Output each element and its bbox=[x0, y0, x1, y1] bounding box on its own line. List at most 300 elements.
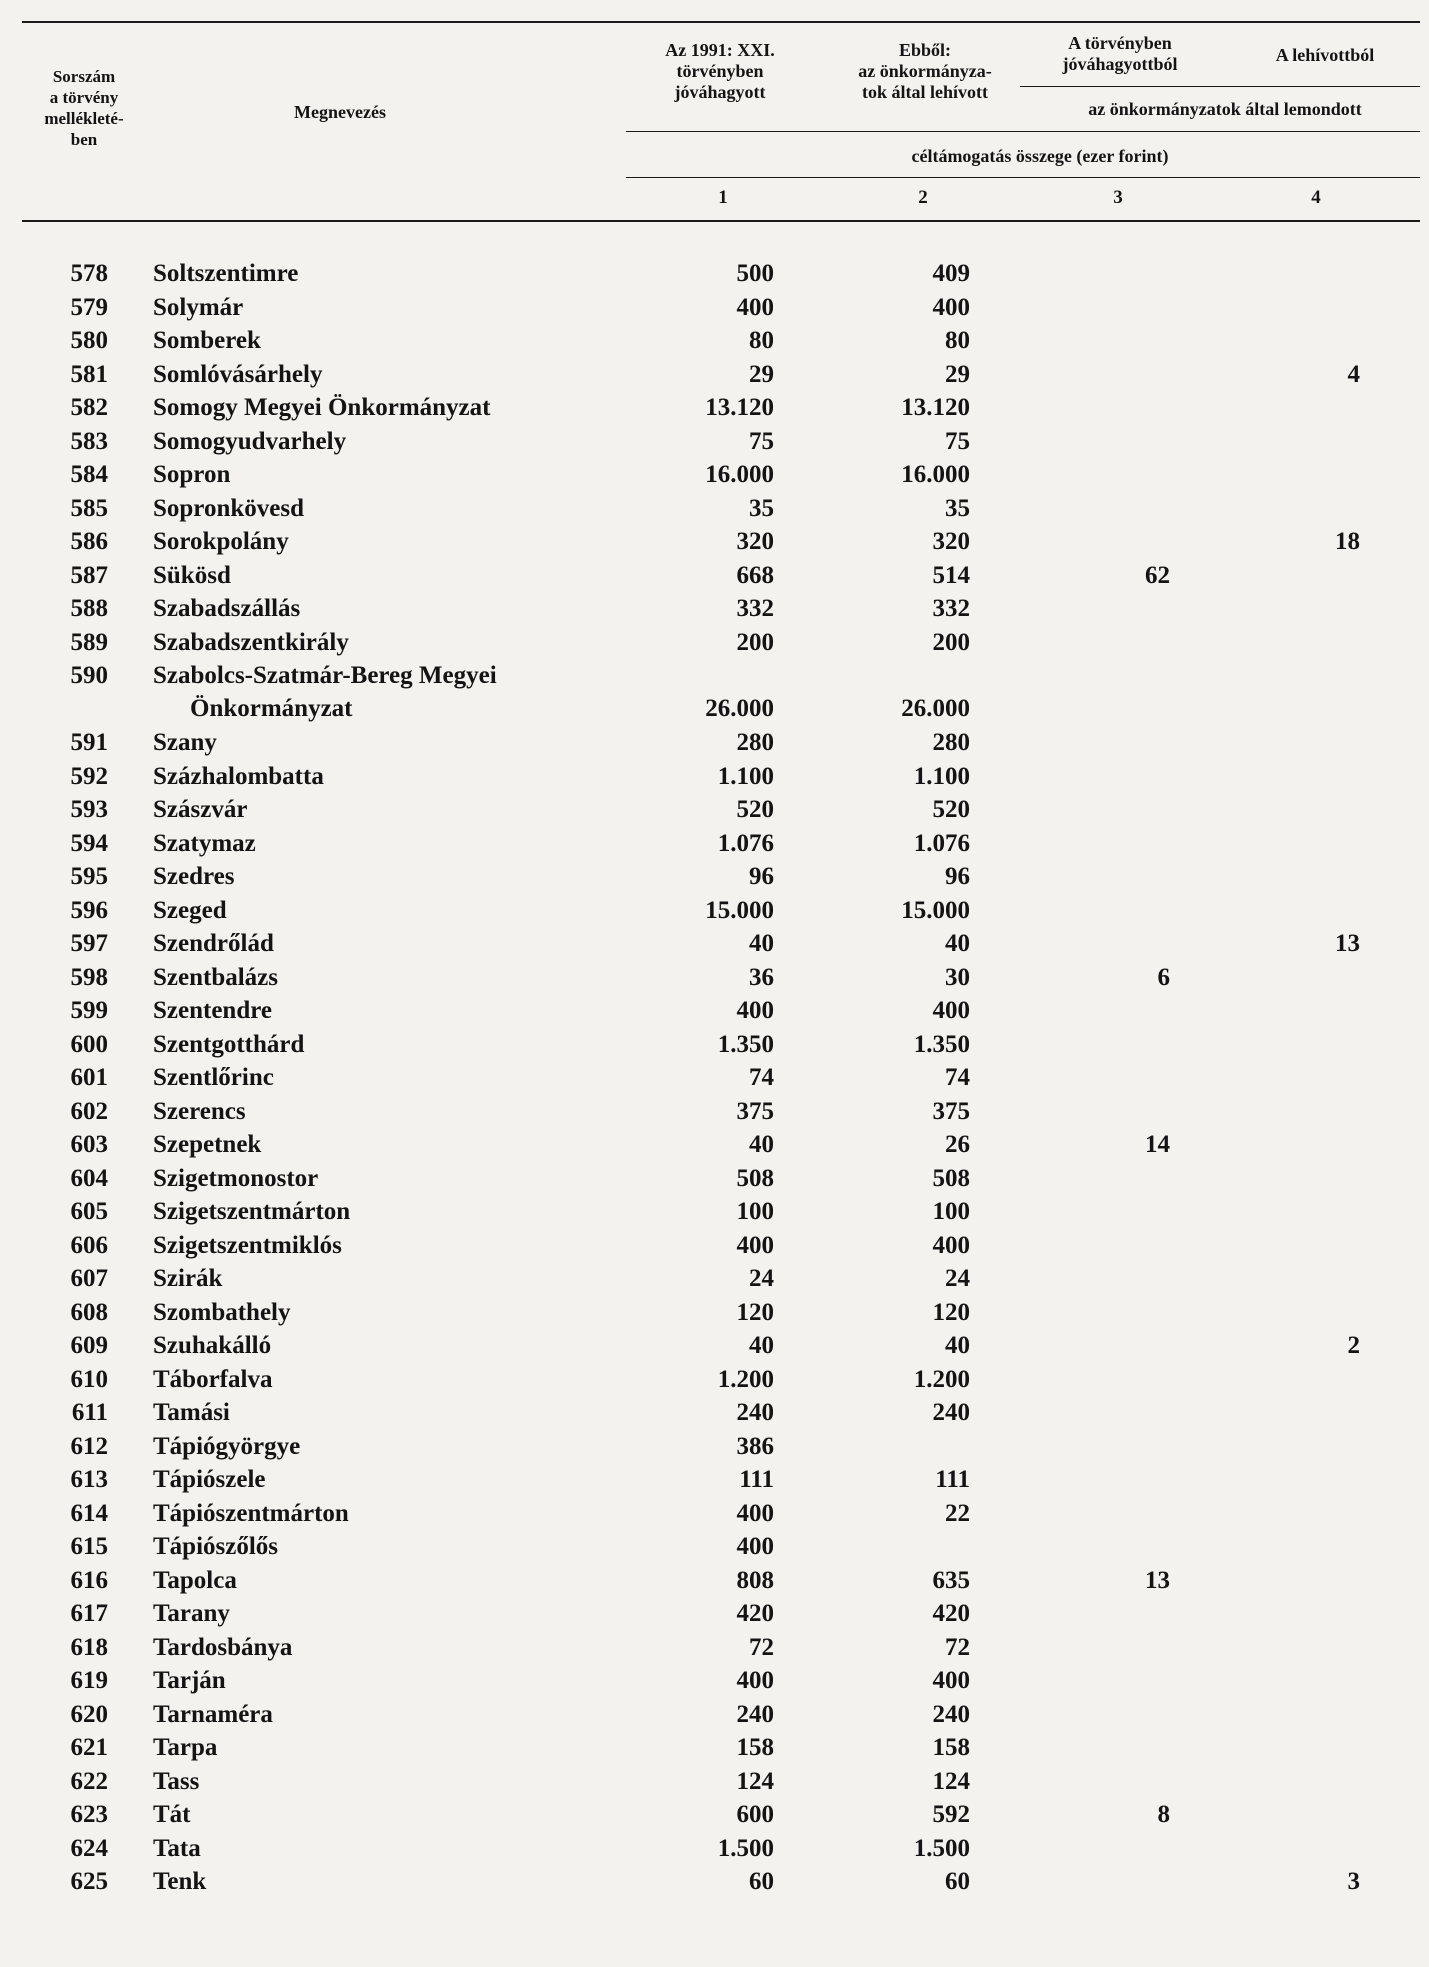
row-name-text: Tápiószele bbox=[153, 1466, 266, 1493]
table-row bbox=[0, 760, 1429, 793]
value-drawn: 26 bbox=[945, 1131, 970, 1158]
row-name-text: Szentlőrinc bbox=[153, 1064, 274, 1091]
header-sorszam-line: ben bbox=[70, 130, 98, 149]
row-name bbox=[153, 592, 300, 625]
table-row bbox=[0, 1798, 1429, 1831]
row-name bbox=[153, 1095, 246, 1128]
value-approved: 40 bbox=[749, 930, 774, 957]
colnum-1: 1 bbox=[718, 187, 728, 208]
value-drawn: 15.000 bbox=[901, 897, 970, 924]
row-name bbox=[153, 1061, 274, 1094]
row-name bbox=[153, 827, 256, 860]
value-drawn: 635 bbox=[932, 1567, 970, 1594]
value-drawn: 74 bbox=[945, 1064, 970, 1091]
value-drawn: 400 bbox=[932, 997, 970, 1024]
value-approved: 111 bbox=[739, 1466, 774, 1493]
row-name-text: Tarnaméra bbox=[153, 1701, 273, 1728]
row-name-text: Szerencs bbox=[153, 1098, 246, 1125]
value-drawn: 29 bbox=[945, 361, 970, 388]
value-approved: 36 bbox=[749, 964, 774, 991]
table-row bbox=[0, 1061, 1429, 1094]
table-row bbox=[0, 1195, 1429, 1228]
table-row bbox=[0, 1597, 1429, 1630]
value-drawn: 40 bbox=[945, 930, 970, 957]
value-approved: 240 bbox=[736, 1399, 774, 1426]
row-name-text: Szepetnek bbox=[153, 1131, 262, 1158]
table-row bbox=[0, 1832, 1429, 1865]
row-number: 594 bbox=[70, 830, 108, 857]
row-name bbox=[153, 961, 278, 994]
row-name bbox=[153, 1765, 199, 1798]
header-col1 bbox=[630, 40, 810, 103]
value-drawn: 520 bbox=[932, 796, 970, 823]
row-number: 615 bbox=[70, 1533, 108, 1560]
value-approved: 240 bbox=[736, 1701, 774, 1728]
row-name-continuation: Önkormányzat bbox=[190, 695, 353, 722]
value-approved: 280 bbox=[736, 729, 774, 756]
row-name bbox=[153, 1731, 217, 1764]
value-approved: 1.100 bbox=[717, 763, 774, 790]
table-row bbox=[0, 793, 1429, 826]
row-name bbox=[153, 1396, 230, 1429]
header-sorszam-line: mellékleté- bbox=[44, 109, 124, 128]
row-number: 622 bbox=[70, 1768, 108, 1795]
row-name-text: Százhalombatta bbox=[153, 763, 324, 790]
row-name bbox=[153, 1162, 318, 1195]
row-name bbox=[153, 1229, 342, 1262]
value-drawn: 375 bbox=[932, 1098, 970, 1125]
value-approved: 40 bbox=[749, 1332, 774, 1359]
row-name-text: Sorokpolány bbox=[153, 528, 289, 555]
value-drawn: 75 bbox=[945, 428, 970, 455]
table-row bbox=[0, 827, 1429, 860]
table-row bbox=[0, 592, 1429, 625]
value-approved: 72 bbox=[749, 1634, 774, 1661]
row-name-text: Szeged bbox=[153, 897, 227, 924]
table-row bbox=[0, 1363, 1429, 1396]
value-approved: 40 bbox=[749, 1131, 774, 1158]
row-number: 588 bbox=[70, 595, 108, 622]
row-number: 599 bbox=[70, 997, 108, 1024]
table-row bbox=[0, 1329, 1429, 1362]
row-number: 616 bbox=[70, 1567, 108, 1594]
value-drawn: 280 bbox=[932, 729, 970, 756]
row-name-text: Tápiószentmárton bbox=[153, 1500, 349, 1527]
row-name-text: Táborfalva bbox=[153, 1366, 273, 1393]
value-drawn: 24 bbox=[945, 1265, 970, 1292]
value-approved: 386 bbox=[736, 1433, 774, 1460]
value-drawn: 26.000 bbox=[901, 695, 970, 722]
row-name-text: Tass bbox=[153, 1768, 200, 1795]
table-row bbox=[0, 726, 1429, 759]
row-number: 620 bbox=[70, 1701, 108, 1728]
value-drawn: 400 bbox=[932, 294, 970, 321]
value-drawn: 1.350 bbox=[913, 1031, 970, 1058]
header-amount-label: céltámogatás összege (ezer forint) bbox=[911, 146, 1169, 166]
table-row bbox=[0, 659, 1429, 725]
row-name bbox=[153, 1698, 273, 1731]
row-name-text: Tarany bbox=[153, 1600, 230, 1627]
row-name-text: Soltszentimre bbox=[153, 260, 299, 287]
row-name bbox=[153, 291, 243, 324]
row-name-text: Szentbalázs bbox=[153, 964, 278, 991]
value-approved: 15.000 bbox=[705, 897, 774, 924]
row-name-text: Sopron bbox=[153, 461, 231, 488]
value-waived-drawn: 18 bbox=[1335, 528, 1360, 555]
value-approved: 124 bbox=[736, 1768, 774, 1795]
row-number: 580 bbox=[70, 327, 108, 354]
value-drawn: 80 bbox=[945, 327, 970, 354]
value-approved: 200 bbox=[736, 629, 774, 656]
row-name-text: Szászvár bbox=[153, 796, 248, 823]
table-row bbox=[0, 391, 1429, 424]
value-waived-approved: 8 bbox=[1157, 1801, 1170, 1828]
lemondott-rule bbox=[626, 131, 1420, 132]
value-drawn: 592 bbox=[932, 1801, 970, 1828]
table-row bbox=[0, 1530, 1429, 1563]
table-row bbox=[0, 1028, 1429, 1061]
table-row bbox=[0, 525, 1429, 558]
row-number: 600 bbox=[70, 1031, 108, 1058]
row-name-text: Szendrőlád bbox=[153, 930, 274, 957]
row-number: 592 bbox=[70, 763, 108, 790]
row-name bbox=[153, 559, 231, 592]
value-approved: 13.120 bbox=[705, 394, 774, 421]
row-name-text: Somogyudvarhely bbox=[153, 428, 347, 455]
row-number: 613 bbox=[70, 1466, 108, 1493]
value-approved: 1.350 bbox=[717, 1031, 774, 1058]
row-name-text: Tardosbánya bbox=[153, 1634, 293, 1661]
row-name bbox=[153, 1597, 230, 1630]
row-name-text: Solymár bbox=[153, 294, 244, 321]
table-row bbox=[0, 626, 1429, 659]
row-number: 593 bbox=[70, 796, 108, 823]
table-row bbox=[0, 458, 1429, 491]
header-sorszam-line: Sorszám bbox=[52, 67, 116, 86]
row-name bbox=[153, 1329, 271, 1362]
row-number: 601 bbox=[70, 1064, 108, 1091]
row-number: 595 bbox=[70, 863, 108, 890]
col4-divider-rule bbox=[1020, 86, 1420, 87]
value-approved: 24 bbox=[749, 1265, 774, 1292]
table-row bbox=[0, 1664, 1429, 1697]
header-col3 bbox=[1030, 33, 1210, 75]
value-approved: 400 bbox=[736, 1500, 774, 1527]
value-drawn: 40 bbox=[945, 1332, 970, 1359]
row-name bbox=[153, 994, 272, 1027]
header-megnevezes: Megnevezés bbox=[294, 102, 386, 122]
value-drawn: 100 bbox=[932, 1198, 970, 1225]
row-number: 605 bbox=[70, 1198, 108, 1225]
row-name-text: Szabolcs-Szatmár-Bereg Megyei bbox=[153, 662, 497, 689]
table-row bbox=[0, 1463, 1429, 1496]
value-approved: 29 bbox=[749, 361, 774, 388]
value-approved: 332 bbox=[736, 595, 774, 622]
row-name bbox=[153, 626, 349, 659]
row-name-text: Szatymaz bbox=[153, 830, 256, 857]
value-approved: 808 bbox=[736, 1567, 774, 1594]
row-name bbox=[153, 1028, 304, 1061]
row-name-text: Somberek bbox=[153, 327, 261, 354]
table-row bbox=[0, 994, 1429, 1027]
value-waived-approved: 62 bbox=[1145, 562, 1170, 589]
colnum-2: 2 bbox=[918, 187, 928, 208]
row-name-text: Szigetszentmárton bbox=[153, 1198, 351, 1225]
row-number: 609 bbox=[70, 1332, 108, 1359]
row-name-text: Szombathely bbox=[153, 1299, 291, 1326]
row-name-text: Tápiószőlős bbox=[153, 1533, 279, 1560]
row-name bbox=[153, 659, 497, 725]
value-waived-approved: 14 bbox=[1145, 1131, 1170, 1158]
row-name bbox=[153, 860, 234, 893]
row-name bbox=[153, 324, 261, 357]
row-number: 611 bbox=[71, 1399, 108, 1426]
value-approved: 508 bbox=[736, 1165, 774, 1192]
row-name-text: Szuhakálló bbox=[153, 1332, 272, 1359]
value-drawn: 35 bbox=[945, 495, 970, 522]
row-name-text: Tapolca bbox=[153, 1567, 237, 1594]
table-row bbox=[0, 559, 1429, 592]
row-number: 584 bbox=[70, 461, 108, 488]
row-name bbox=[153, 1664, 226, 1697]
value-approved: 60 bbox=[749, 1868, 774, 1895]
value-drawn: 72 bbox=[945, 1634, 970, 1661]
row-number: 596 bbox=[70, 897, 108, 924]
value-waived-approved: 6 bbox=[1157, 964, 1170, 991]
value-drawn: 1.076 bbox=[913, 830, 970, 857]
table-row bbox=[0, 358, 1429, 391]
value-approved: 158 bbox=[736, 1734, 774, 1761]
row-number: 589 bbox=[70, 629, 108, 656]
row-number: 619 bbox=[70, 1667, 108, 1694]
value-drawn: 240 bbox=[932, 1399, 970, 1426]
row-number: 604 bbox=[70, 1165, 108, 1192]
header-bottom-rule bbox=[22, 220, 1420, 222]
row-name-text: Szedres bbox=[153, 863, 235, 890]
value-approved: 74 bbox=[749, 1064, 774, 1091]
colnum-4: 4 bbox=[1311, 187, 1321, 208]
value-approved: 26.000 bbox=[705, 695, 774, 722]
row-name-text: Szany bbox=[153, 729, 217, 756]
header-col4: A lehívottból bbox=[1275, 45, 1375, 65]
value-approved: 35 bbox=[749, 495, 774, 522]
value-drawn: 514 bbox=[932, 562, 970, 589]
row-name-text: Tarpa bbox=[153, 1734, 218, 1761]
row-name bbox=[153, 1564, 237, 1597]
table-row bbox=[0, 1631, 1429, 1664]
table-row bbox=[0, 1095, 1429, 1128]
row-name-text: Szentgotthárd bbox=[153, 1031, 305, 1058]
value-drawn: 409 bbox=[932, 260, 970, 287]
value-drawn: 124 bbox=[932, 1768, 970, 1795]
value-drawn: 16.000 bbox=[901, 461, 970, 488]
value-drawn: 200 bbox=[932, 629, 970, 656]
value-approved: 1.500 bbox=[717, 1835, 774, 1862]
table-row bbox=[0, 860, 1429, 893]
value-approved: 100 bbox=[736, 1198, 774, 1225]
table-row bbox=[0, 1262, 1429, 1295]
table-row bbox=[0, 257, 1429, 290]
row-name-text: Sopronkövesd bbox=[153, 495, 304, 522]
table-row bbox=[0, 1865, 1429, 1898]
value-approved: 75 bbox=[749, 428, 774, 455]
row-name bbox=[153, 1363, 272, 1396]
value-drawn: 320 bbox=[932, 528, 970, 555]
row-number: 614 bbox=[70, 1500, 108, 1527]
value-waived-approved: 13 bbox=[1145, 1567, 1170, 1594]
table-row bbox=[0, 927, 1429, 960]
value-waived-drawn: 13 bbox=[1335, 930, 1360, 957]
row-name-text: Tenk bbox=[153, 1868, 207, 1895]
value-approved: 400 bbox=[736, 1232, 774, 1259]
row-name bbox=[153, 1865, 206, 1898]
value-drawn: 1.500 bbox=[913, 1835, 970, 1862]
row-number: 602 bbox=[70, 1098, 108, 1125]
row-name bbox=[153, 525, 289, 558]
row-number: 623 bbox=[70, 1801, 108, 1828]
row-name-text: Szigetmonostor bbox=[153, 1165, 319, 1192]
row-name bbox=[153, 257, 298, 290]
row-number: 578 bbox=[70, 260, 108, 287]
row-name bbox=[153, 927, 274, 960]
row-name-text: Tata bbox=[153, 1835, 201, 1862]
row-number: 621 bbox=[70, 1734, 108, 1761]
table-row bbox=[0, 894, 1429, 927]
row-number: 603 bbox=[70, 1131, 108, 1158]
value-drawn: 96 bbox=[945, 863, 970, 890]
value-approved: 120 bbox=[736, 1299, 774, 1326]
value-approved: 375 bbox=[736, 1098, 774, 1125]
row-name bbox=[153, 1497, 349, 1530]
row-name bbox=[153, 358, 322, 391]
header-col3-line: A törvényben bbox=[1068, 33, 1172, 53]
row-name bbox=[153, 1430, 300, 1463]
row-name-text: Somogy Megyei Önkormányzat bbox=[153, 394, 491, 421]
value-drawn: 22 bbox=[945, 1500, 970, 1527]
row-name bbox=[153, 1798, 191, 1831]
row-name bbox=[153, 492, 304, 525]
row-number: 618 bbox=[70, 1634, 108, 1661]
top-rule bbox=[22, 21, 1420, 23]
table-row bbox=[0, 324, 1429, 357]
table-row bbox=[0, 1229, 1429, 1262]
table-row bbox=[0, 1128, 1429, 1161]
value-approved: 420 bbox=[736, 1600, 774, 1627]
row-number: 598 bbox=[70, 964, 108, 991]
row-name bbox=[153, 760, 324, 793]
row-number: 597 bbox=[70, 930, 108, 957]
row-name-text: Szentendre bbox=[153, 997, 272, 1024]
header-sorszam bbox=[24, 66, 144, 150]
row-name-text: Tápiógyörgye bbox=[153, 1433, 301, 1460]
row-number: 607 bbox=[70, 1265, 108, 1292]
row-number: 590 bbox=[70, 662, 108, 689]
row-name bbox=[153, 1128, 261, 1161]
value-approved: 400 bbox=[736, 997, 774, 1024]
value-approved: 1.076 bbox=[717, 830, 774, 857]
row-name-text: Sükösd bbox=[153, 562, 231, 589]
value-waived-drawn: 3 bbox=[1347, 1868, 1360, 1895]
table-row bbox=[0, 961, 1429, 994]
header-col2-line: Ebből: bbox=[898, 40, 952, 60]
table-row bbox=[0, 1162, 1429, 1195]
value-approved: 520 bbox=[736, 796, 774, 823]
row-name bbox=[153, 894, 227, 927]
table-row bbox=[0, 492, 1429, 525]
row-name-text: Tamási bbox=[153, 1399, 230, 1426]
row-number: 581 bbox=[70, 361, 108, 388]
row-name bbox=[153, 1631, 292, 1664]
value-waived-drawn: 2 bbox=[1347, 1332, 1360, 1359]
value-drawn: 400 bbox=[932, 1232, 970, 1259]
row-number: 606 bbox=[70, 1232, 108, 1259]
table-row bbox=[0, 291, 1429, 324]
value-approved: 600 bbox=[736, 1801, 774, 1828]
header-lemondott: az önkormányzatok által lemondott bbox=[1088, 99, 1362, 119]
value-drawn: 111 bbox=[935, 1466, 970, 1493]
value-approved: 80 bbox=[749, 327, 774, 354]
row-number: 624 bbox=[70, 1835, 108, 1862]
row-name bbox=[153, 425, 346, 458]
row-name bbox=[153, 1262, 222, 1295]
row-name-text: Tát bbox=[153, 1801, 191, 1828]
row-name-text: Szirák bbox=[153, 1265, 223, 1292]
row-name-text: Szabadszentkirály bbox=[153, 629, 349, 656]
header-sorszam-line: a törvény bbox=[49, 88, 119, 107]
table-row bbox=[0, 1396, 1429, 1429]
table-row bbox=[0, 1765, 1429, 1798]
row-number: 582 bbox=[70, 394, 108, 421]
header-col2-line: tok által lehívott bbox=[862, 82, 988, 102]
value-approved: 320 bbox=[736, 528, 774, 555]
row-name bbox=[153, 1832, 201, 1865]
value-drawn: 30 bbox=[945, 964, 970, 991]
value-approved: 400 bbox=[736, 1667, 774, 1694]
amount-rule bbox=[626, 177, 1420, 178]
row-number: 587 bbox=[70, 562, 108, 589]
value-drawn: 420 bbox=[932, 1600, 970, 1627]
header-col1-line: jóváhagyott bbox=[674, 82, 766, 102]
row-number: 608 bbox=[70, 1299, 108, 1326]
header-col3-line: jóváhagyottból bbox=[1062, 54, 1178, 74]
table-row bbox=[0, 1698, 1429, 1731]
row-number: 585 bbox=[70, 495, 108, 522]
row-number: 610 bbox=[70, 1366, 108, 1393]
value-approved: 400 bbox=[736, 1533, 774, 1560]
value-drawn: 120 bbox=[932, 1299, 970, 1326]
row-name-text: Szabadszállás bbox=[153, 595, 301, 622]
table-row bbox=[0, 1497, 1429, 1530]
row-name bbox=[153, 1530, 278, 1563]
row-name bbox=[153, 726, 217, 759]
row-name bbox=[153, 1463, 266, 1496]
table-row bbox=[0, 1731, 1429, 1764]
header-col2 bbox=[825, 40, 1025, 103]
row-name bbox=[153, 793, 247, 826]
value-approved: 16.000 bbox=[705, 461, 774, 488]
value-drawn: 60 bbox=[945, 1868, 970, 1895]
row-name bbox=[153, 1296, 291, 1329]
table-row bbox=[0, 425, 1429, 458]
row-number: 617 bbox=[70, 1600, 108, 1627]
row-number: 591 bbox=[70, 729, 108, 756]
value-drawn: 13.120 bbox=[901, 394, 970, 421]
row-number: 625 bbox=[70, 1868, 108, 1895]
header-col1-line: törvényben bbox=[676, 61, 764, 81]
row-name-text: Tarján bbox=[153, 1667, 226, 1694]
table-row bbox=[0, 1564, 1429, 1597]
value-approved: 400 bbox=[736, 294, 774, 321]
